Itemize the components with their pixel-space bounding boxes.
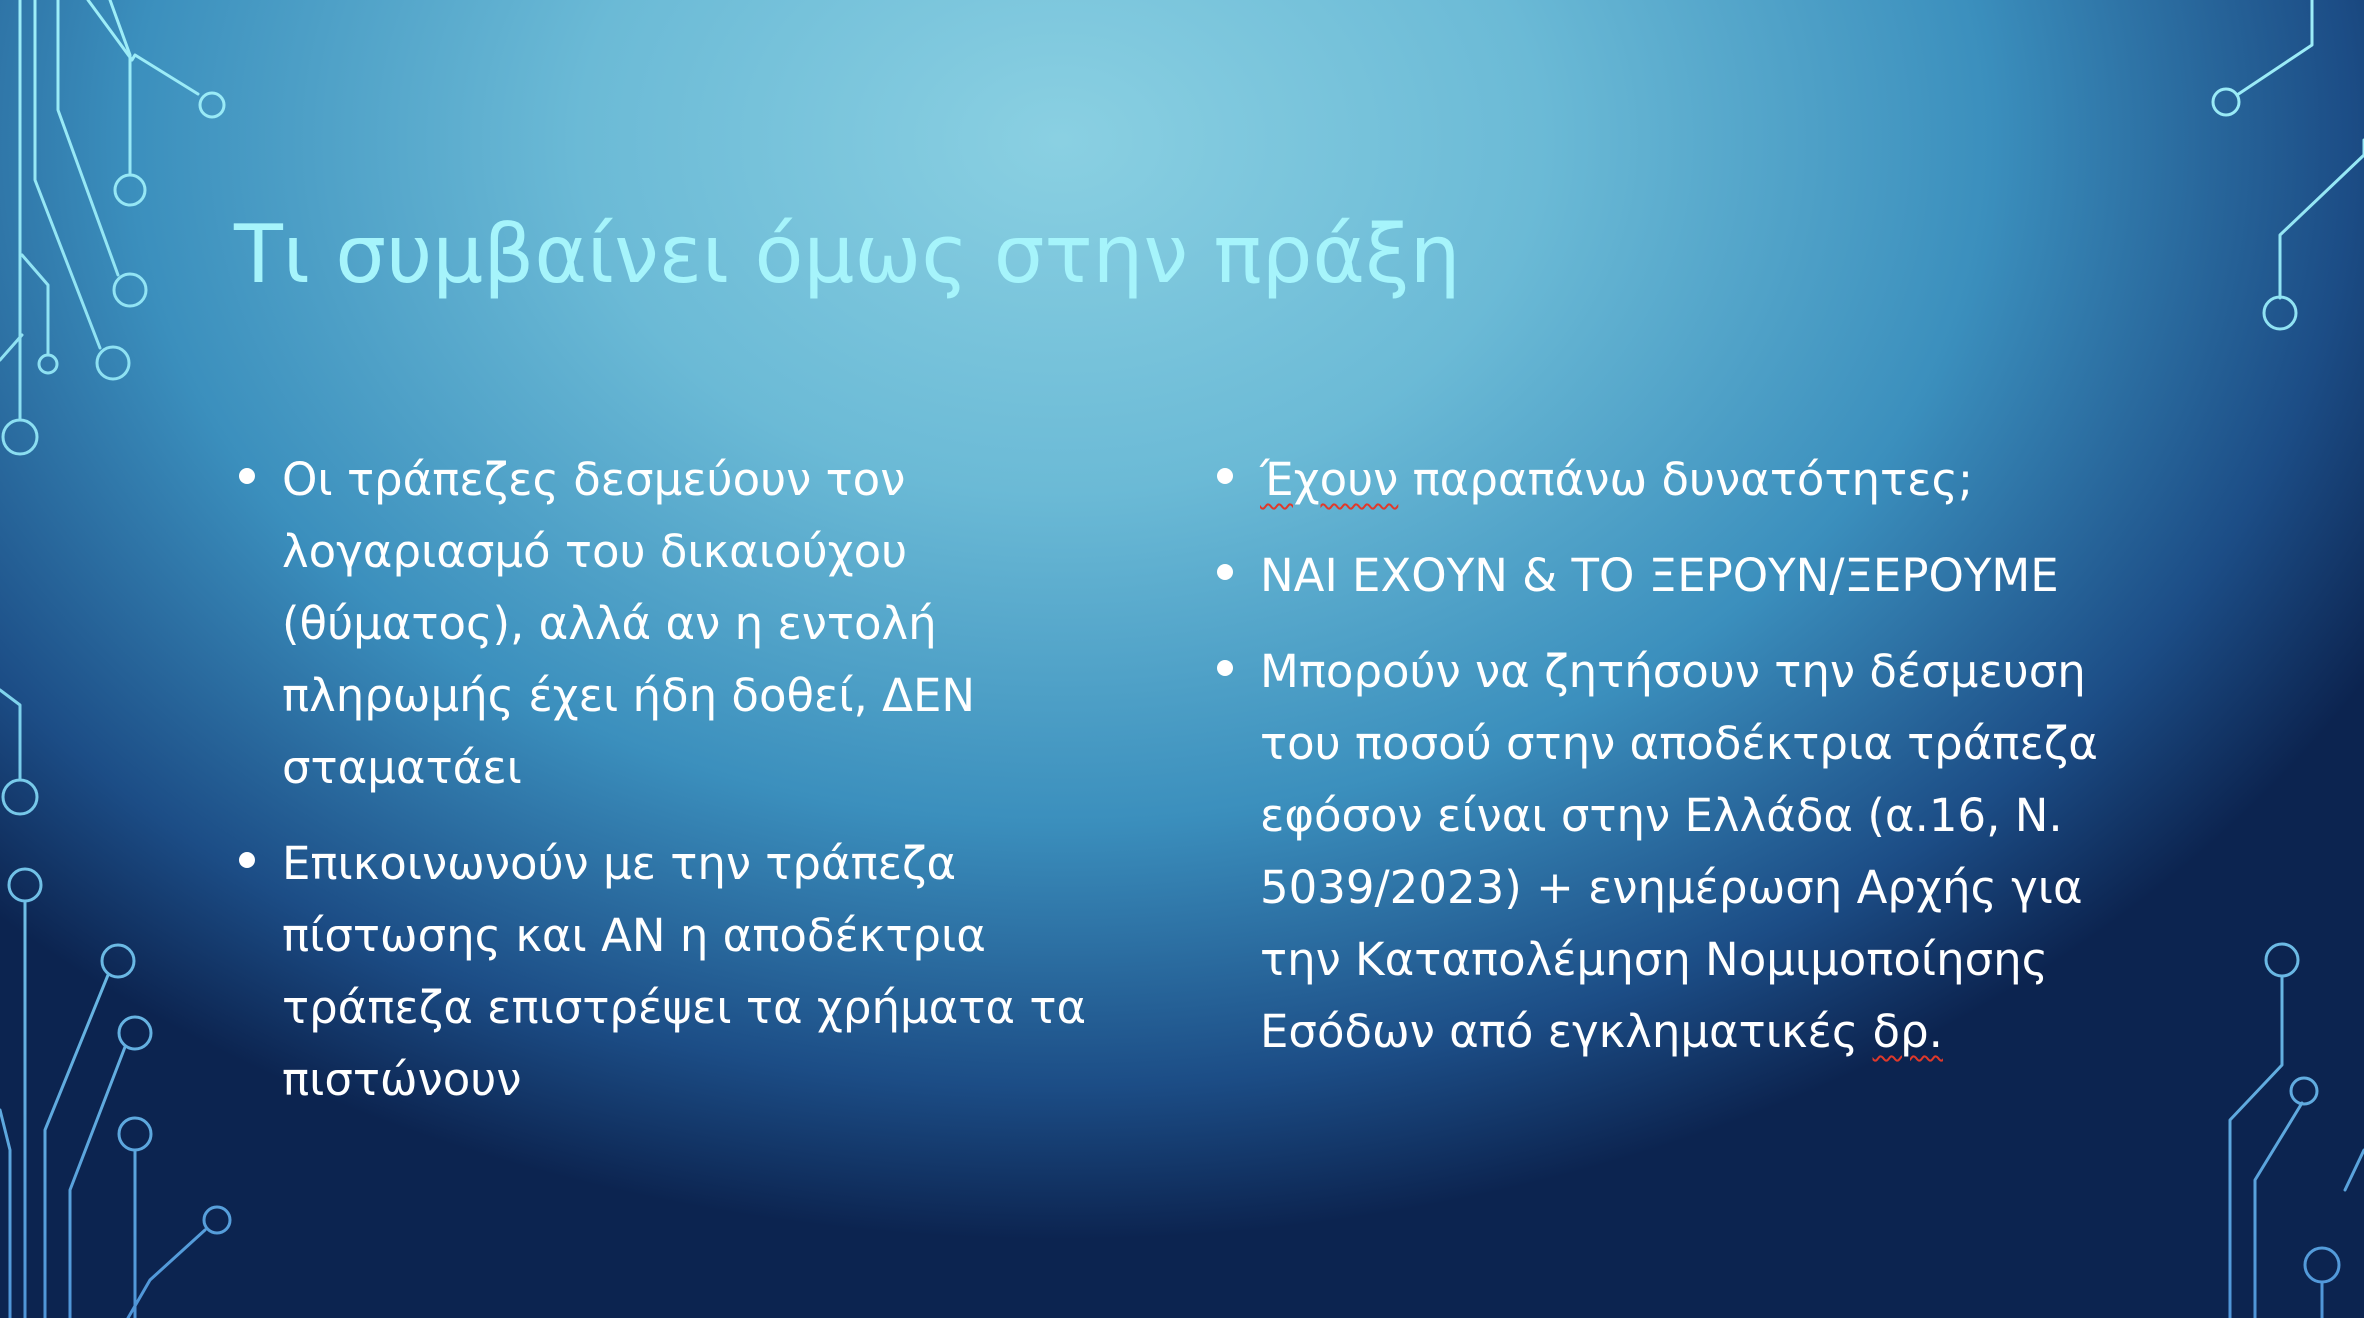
bullet-text: ΝΑΙ ΕΧΟΥΝ & ΤΟ ΞΕΡΟΥΝ/ΞΕΡΟΥΜΕ <box>1260 549 2059 602</box>
bullet-item <box>232 444 1092 804</box>
left-bullet-list <box>232 444 1092 1140</box>
circuit-top-left <box>0 0 224 454</box>
bullet-dot-icon <box>239 468 255 484</box>
slide-title: Τι συμβαίνει όμως στην πράξη <box>234 208 1461 301</box>
bullet-text: Οι τράπεζες δεσμεύουν τον λογαριασμό του δικαιούχου (θύματος), αλλά αν η εντολή πληρωμής έχει ήδη δοθεί, ΔΕΝ σταματάει <box>282 453 976 794</box>
bullet-item <box>1210 636 2150 1068</box>
bullet-text: Μπορούν να ζητήσουν την δέσμευση του ποσού στην αποδέκτρια τράπεζα εφόσον είναι στην Ελλάδα (α.16, Ν. 5039/2023) + ενημέρωση Αρχής για την Καταπολέμηση Νομιμοποίησης Εσόδων από εγκληματικές <box>1260 645 2098 1058</box>
bullet-dot-icon <box>1217 660 1233 676</box>
bullet-dot-icon <box>239 852 255 868</box>
circuit-top-right <box>2213 0 2364 329</box>
spellcheck-underlined-word: Έχουν <box>1260 453 1399 506</box>
bullet-text: Επικοινωνούν με την τράπεζα πίστωσης και ΑΝ η αποδέκτρια τράπεζα επιστρέψει τα χρήματα τα πιστώνουν <box>282 837 1087 1106</box>
circuit-bottom-right <box>2230 944 2364 1318</box>
bullet-item <box>1210 540 2150 612</box>
bullet-dot-icon <box>1217 468 1233 484</box>
bullet-dot-icon <box>1217 564 1233 580</box>
bullet-text: παραπάνω δυνατότητες; <box>1398 453 1974 506</box>
bullet-item <box>232 828 1092 1116</box>
bullet-item <box>1210 444 2150 516</box>
right-bullet-list <box>1210 444 2150 1092</box>
spellcheck-underlined-word: δρ. <box>1872 1005 1943 1058</box>
circuit-bottom-left <box>0 690 230 1318</box>
